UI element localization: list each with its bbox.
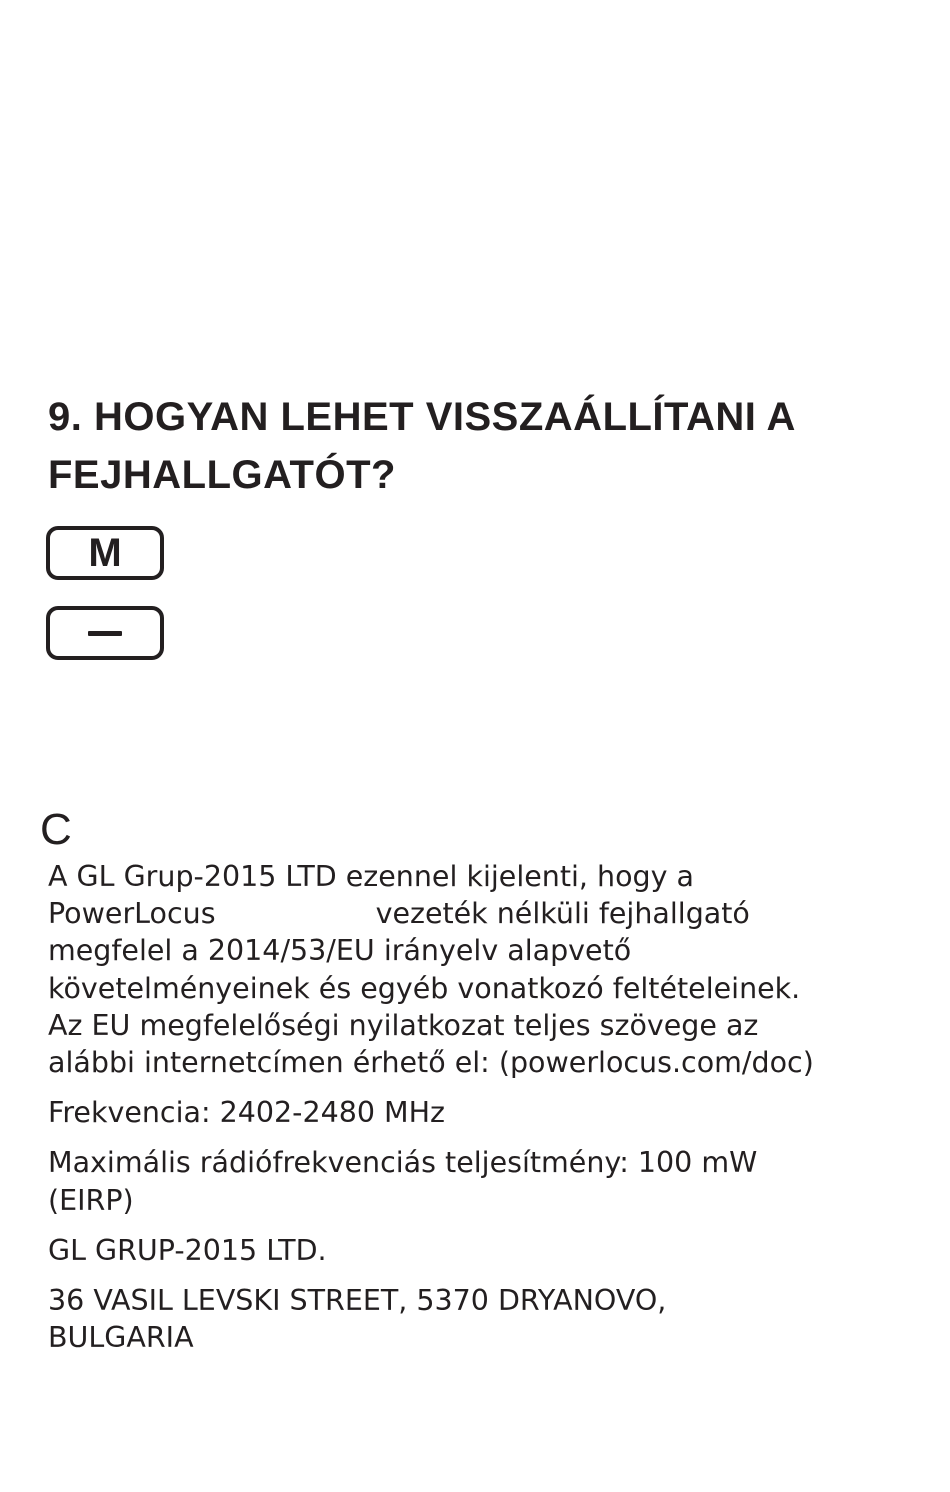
heading-line-2: FEJHALLGATÓT? [48, 453, 396, 497]
max-power-paragraph [48, 1144, 928, 1218]
heading-line-1: 9. HOGYAN LEHET VISSZAÁLLÍTANI A [48, 395, 796, 439]
compliance-text [48, 858, 928, 1369]
m-key-illustration [46, 526, 164, 580]
ce-mark: C [40, 805, 72, 854]
product-name: PowerLocus [48, 897, 216, 931]
section-heading [48, 388, 928, 504]
frequency-text: Frekvencia: 2402-2480 MHz [48, 1096, 446, 1130]
declaration-line: Az EU megfelelőségi nyilatkozat teljes szövege az [48, 1008, 759, 1042]
declaration-paragraph [48, 858, 928, 1081]
company-name: GL GRUP-2015 LTD. [48, 1233, 327, 1267]
declaration-line: követelményeinek és egyéb vonatkozó feltételeinek. [48, 971, 801, 1005]
max-power-line: Maximális rádiófrekvenciás teljesítmény: 100 mW [48, 1146, 758, 1180]
address-line: 36 VASIL LEVSKI STREET, 5370 DRYANOVO, [48, 1284, 667, 1318]
max-power-line: (EIRP) [48, 1183, 134, 1217]
address-paragraph [48, 1282, 928, 1356]
declaration-line: vezeték nélküli fejhallgató [375, 897, 750, 931]
minus-icon [88, 631, 122, 636]
minus-key-illustration [46, 606, 164, 660]
address-line: BULGARIA [48, 1321, 194, 1355]
declaration-line: megfelel a 2014/53/EU irányelv alapvető [48, 934, 632, 968]
m-key-label: M [88, 530, 122, 575]
declaration-line: alábbi internetcímen érhető el: (powerlocus.com/doc) [48, 1046, 814, 1080]
declaration-line: A GL Grup-2015 LTD ezennel kijelenti, hogy a [48, 860, 695, 893]
